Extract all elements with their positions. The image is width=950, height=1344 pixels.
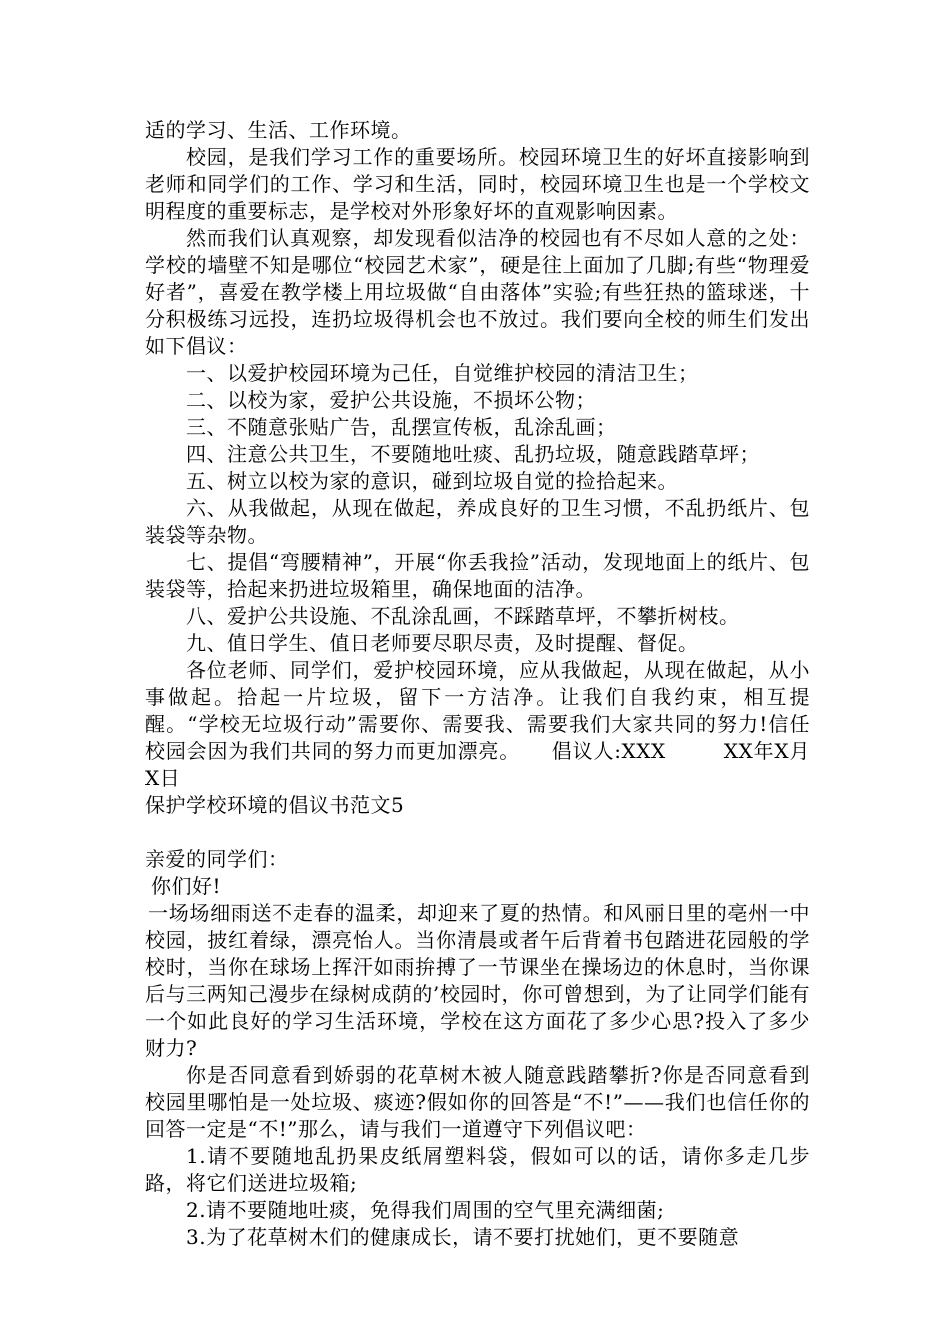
- proposal-item: 三、不随意张贴广告，乱摆宣传板，乱涂乱画；: [186, 415, 617, 439]
- proposal-item: 3.为了花草树木们的健康成长，请不要打扰她们，更不要随意: [186, 1225, 740, 1249]
- proposal-item: 五、树立以校为家的意识，碰到垃圾自觉的捡拾起来。: [186, 469, 678, 493]
- proposal-item: 六、从我做起，从现在做起，养成良好的卫生习惯，不乱扔纸片、包装袋等杂物。: [145, 496, 810, 547]
- closing-text: 各位老师、同学们，爱护校园环境，应从我做起，从现在做起，从小事做起。拾起一片垃圾，留下一方洁净。让我们自我约束，相互提醒。“学校无垃圾行动”需要你、需要我、需要我们大家共同的努力!信任校园会因为我们共同的努力而更加漂亮。 倡议人:XXX: [145, 658, 810, 763]
- document-body: [145, 117, 810, 1251]
- proposal-item: 1.请不要随地乱扔果皮纸屑塑料袋，假如可以的话，请你多走几步路，将它们送进垃圾箱;: [145, 1144, 810, 1195]
- closing-paragraph: [145, 657, 810, 792]
- signature-date: XX年X月X日: [145, 739, 810, 790]
- greeting: 亲爱的同学们：: [145, 847, 289, 871]
- paragraph: 然而我们认真观察，却发现看似洁净的校园也有不尽如人意的之处：学校的墙壁不知是哪位“校园艺术家”，硬是往上面加了几脚;有些“物理爱好者”，喜爱在教学楼上用垃圾做“自由落体”实验;有些狂热的篮球迷，十分积极练习远投，连扔垃圾得机会也不放过。我们要向全校的师生们发出如下倡议：: [145, 226, 810, 358]
- hello-line: 你们好!: [151, 874, 222, 898]
- paragraph: 适的学习、生活、工作环境。: [145, 118, 412, 142]
- paragraph: 你是否同意看到娇弱的花草树木被人随意践踏攀折?你是否同意看到校园里哪怕是一处垃圾、痰迹?假如你的回答是“不!”——我们也信任你的回答一定是“不!”那么，请与我们一道遵守下列倡议吧：: [145, 1063, 810, 1141]
- proposal-item: 2.请不要随地吐痰，免得我们周围的空气里充满细菌;: [186, 1198, 665, 1222]
- blank-line: [145, 819, 810, 846]
- proposal-item: 八、爱护公共设施、不乱涂乱画，不踩踏草坪，不攀折树枝。: [186, 604, 740, 628]
- proposal-item: 二、以校为家，爱护公共设施，不损坏公物；: [186, 388, 596, 412]
- proposal-item: 四、注意公共卫生，不要随地吐痰、乱扔垃圾，随意践踏草坪；: [186, 442, 760, 466]
- paragraph: 校园，是我们学习工作的重要场所。校园环境卫生的好坏直接影响到老师和同学们的工作、学习和生活，同时，校园环境卫生也是一个学校文明程度的重要标志，是学校对外形象好坏的直观影响因素。: [145, 145, 810, 223]
- paragraph: 一场场细雨送不走春的温柔，却迎来了夏的热情。和风丽日里的亳州一中校园，披红着绿，漂亮怡人。当你清晨或者午后背着书包踏进花园般的学校时，当你在球场上挥汗如雨拚搏了一节课坐在操场边的休息时，当你课后与三两知己漫步在绿树成荫的’校园时，你可曾想到，为了让同学们能有一个如此良好的学习生活环境，学校在这方面花了多少心思?投入了多少财力?: [145, 901, 810, 1060]
- section-title: 保护学校环境的倡议书范文5: [145, 793, 405, 817]
- proposal-item: 一、以爱护校园环境为己任，自觉维护校园的清洁卫生；: [186, 361, 699, 385]
- proposal-item: 七、提倡“弯腰精神”，开展“你丢我捡”活动，发现地面上的纸片、包装袋等，拾起来扔进垃圾箱里，确保地面的洁净。: [145, 550, 810, 601]
- proposal-item: 九、值日学生、值日老师要尽职尽责，及时提醒、督促。: [186, 631, 699, 655]
